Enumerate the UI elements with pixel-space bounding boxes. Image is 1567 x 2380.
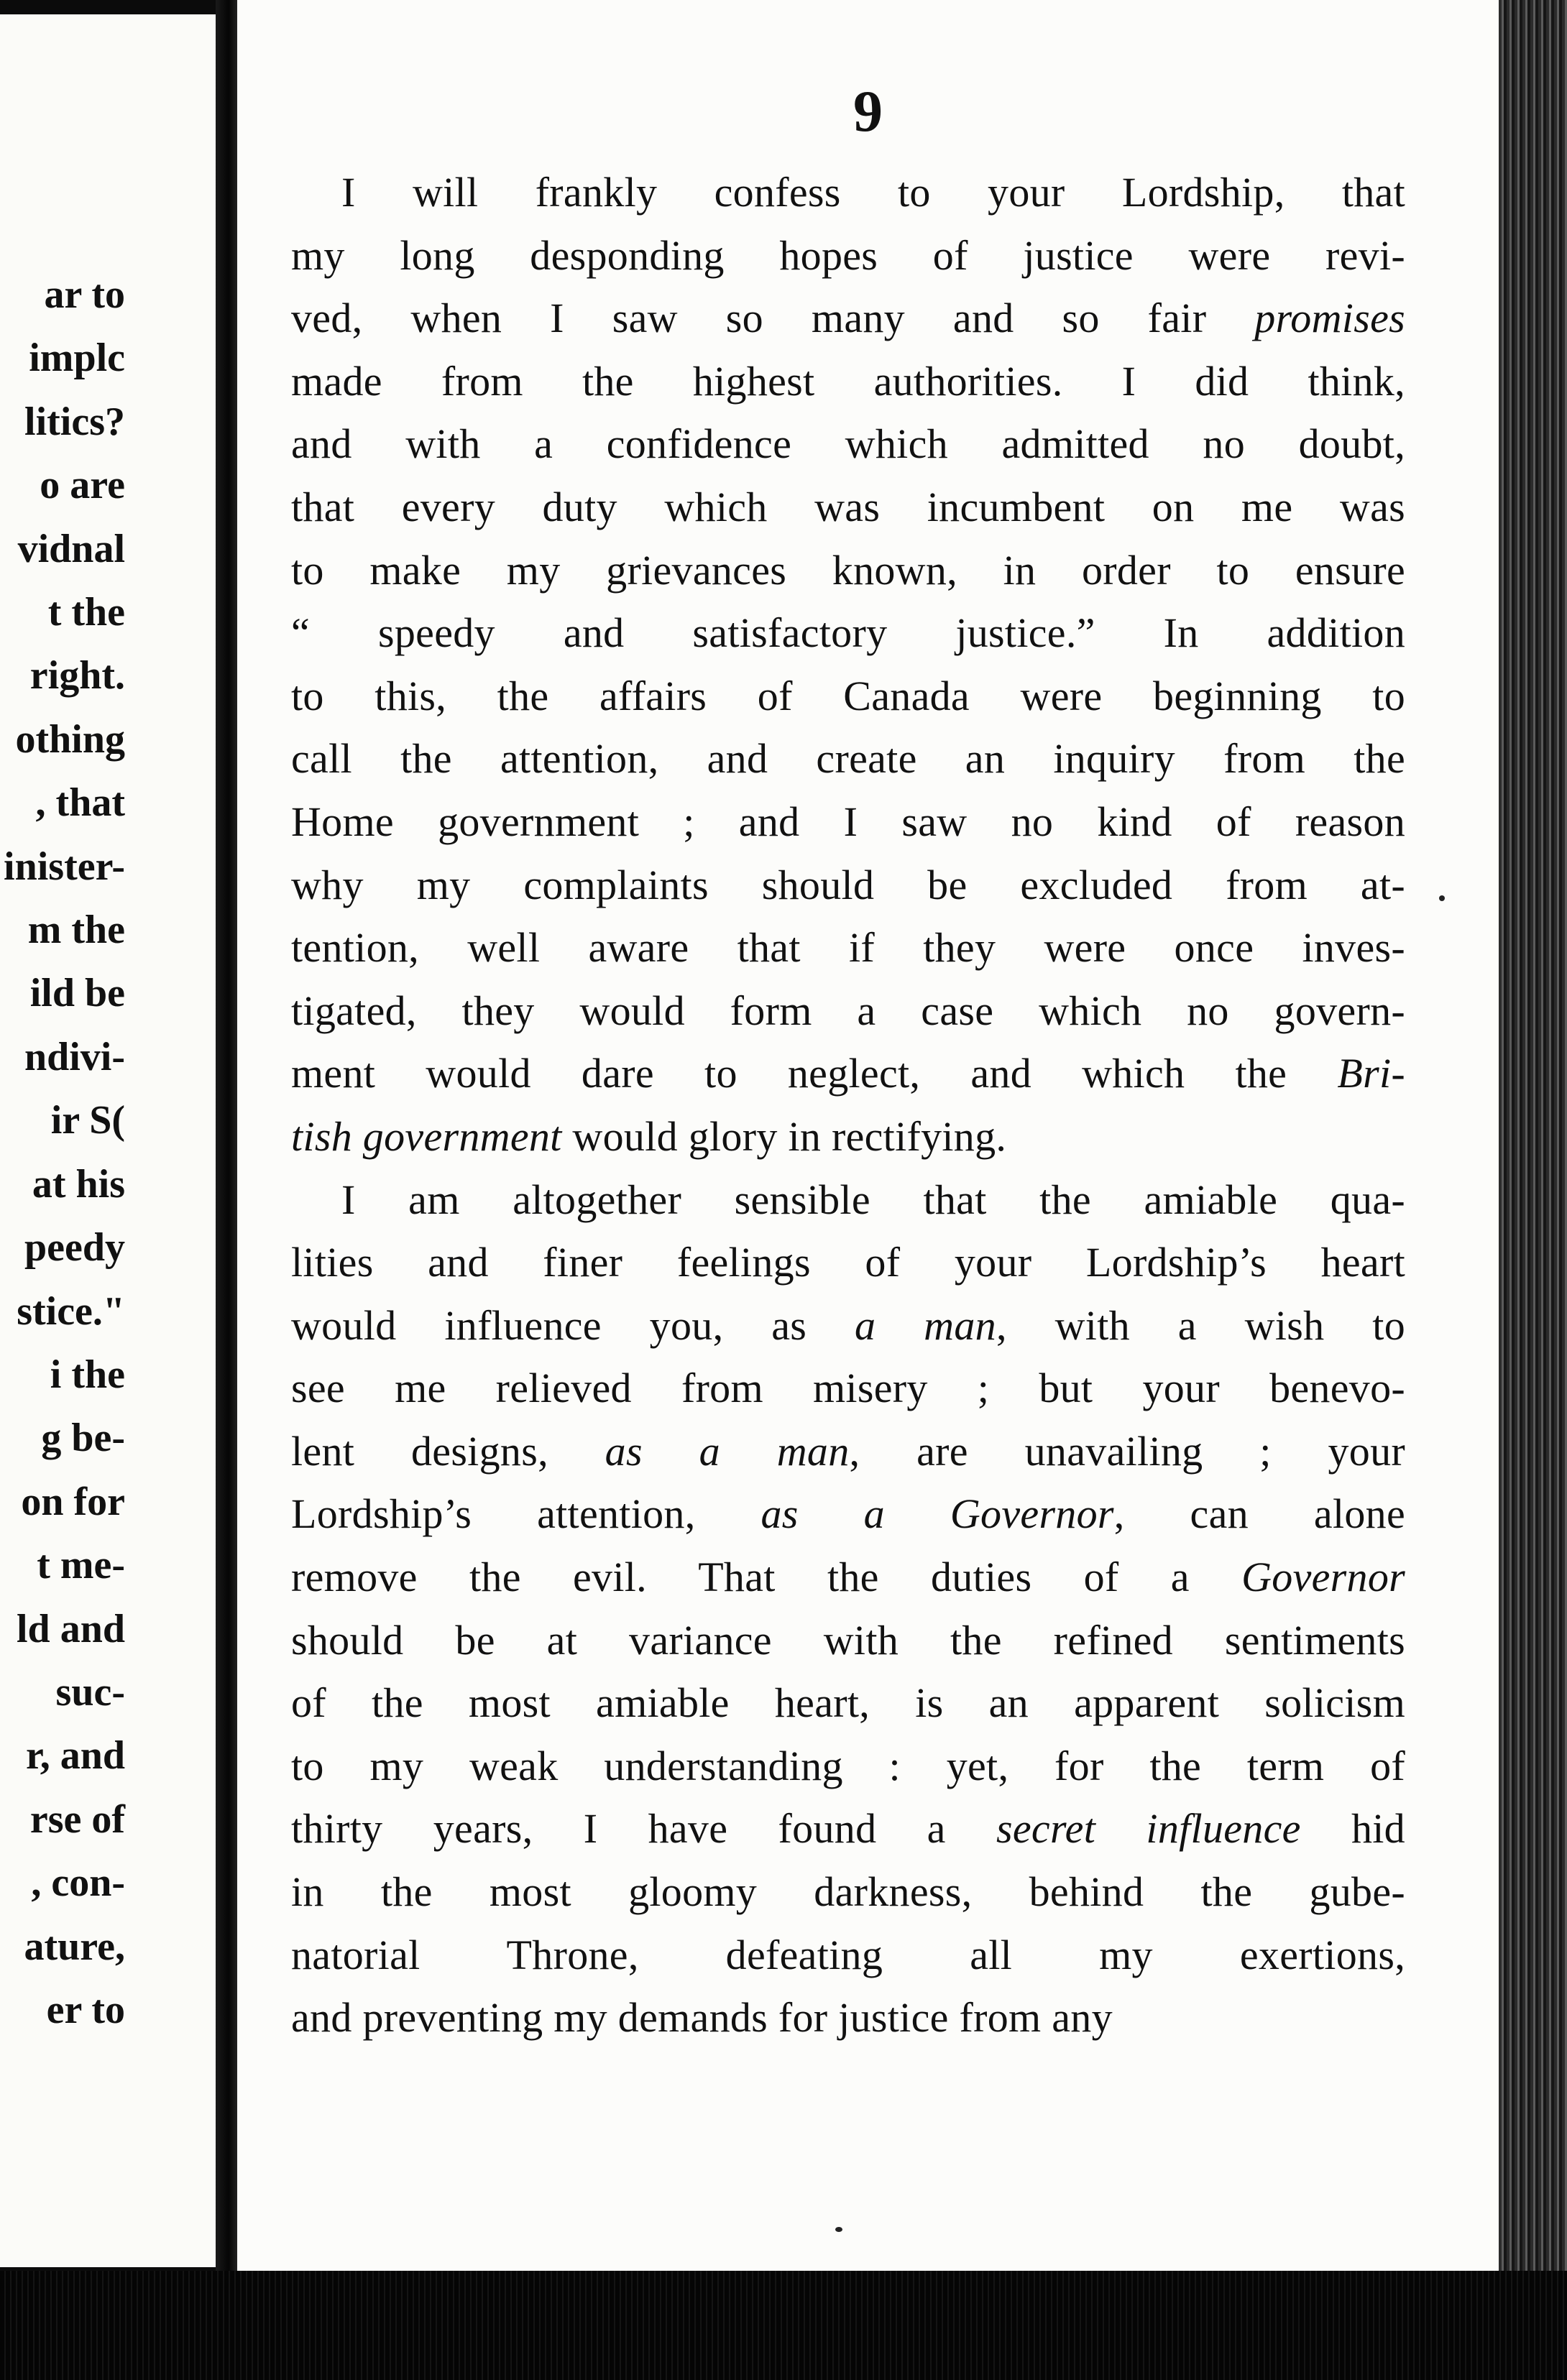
italic-run: secret influence: [996, 1805, 1301, 1853]
left-page-line: er to: [46, 1987, 125, 2032]
text-line: [291, 287, 1405, 350]
left-page-line: t me-: [37, 1543, 125, 1588]
left-page-line: stice.": [17, 1288, 125, 1334]
left-page-line: t the: [47, 590, 125, 635]
text-run: natorial Throne, defeating all my exertions,: [291, 1931, 1405, 1978]
text-run: to make my grievances known, in order to ensure: [291, 546, 1405, 594]
left-page-line: ature,: [24, 1924, 125, 1969]
text-line: [291, 350, 1405, 413]
text-line: [291, 1986, 1405, 2049]
left-page-line: i the: [50, 1352, 125, 1397]
text-line: [291, 412, 1405, 476]
text-run: , can alone: [1113, 1490, 1405, 1538]
left-page-line: ld and: [17, 1606, 125, 1651]
left-page-text: [4, 263, 125, 2042]
left-page-line: rse of: [29, 1796, 125, 1842]
text-run: “ speedy and satisfactory justice.” In addition: [291, 609, 1405, 657]
text-line: [291, 476, 1405, 539]
text-line: [291, 1357, 1405, 1420]
text-line: [291, 1042, 1405, 1105]
text-run: thirty years, I have found a: [291, 1805, 996, 1853]
page-number: 9: [853, 78, 883, 144]
text-run: would influence you, as: [291, 1301, 855, 1349]
ink-speck: [1439, 895, 1445, 901]
left-page-fragment: [0, 14, 219, 2267]
left-page-line: , that: [35, 780, 125, 826]
left-page-line: on for: [21, 1479, 125, 1524]
text-line: [291, 539, 1405, 602]
text-line: [291, 665, 1405, 728]
text-line: [291, 224, 1405, 287]
paragraph-2: [291, 1168, 1405, 2049]
text-line: [291, 1420, 1405, 1483]
text-line: [291, 1231, 1405, 1294]
text-line: [291, 916, 1405, 979]
left-page-line: ndivi-: [24, 1034, 125, 1079]
italic-run: Governor: [1241, 1554, 1405, 1601]
text-line: [291, 1168, 1405, 1232]
left-page-line: o are: [40, 463, 125, 508]
left-page-line: othing: [15, 716, 125, 762]
text-run: I will frankly confess to your Lordship, that: [341, 169, 1405, 216]
paragraph-1: [291, 161, 1405, 1168]
text-line: [291, 979, 1405, 1043]
left-page-line: g be-: [41, 1416, 125, 1461]
text-line: [291, 1924, 1405, 1987]
left-page-line: ar to: [44, 272, 125, 317]
text-line: [291, 1105, 1405, 1168]
text-run: to my weak understanding : yet, for the term of: [291, 1742, 1405, 1789]
text-run: my long desponding hopes of justice were revi-: [291, 231, 1405, 279]
italic-run: as a man: [605, 1427, 850, 1475]
text-run: in the most gloomy darkness, behind the gube-: [291, 1868, 1405, 1916]
left-page-line: peedy: [24, 1225, 125, 1270]
text-run: that every duty which was incumbent on me was: [291, 483, 1405, 530]
text-run: see me relieved from misery ; but your benevo-: [291, 1365, 1405, 1412]
left-page-line: at his: [32, 1161, 125, 1207]
text-run: should be at variance with the refined sentiments: [291, 1616, 1405, 1664]
text-run: made from the highest authorities. I did think,: [291, 357, 1405, 405]
text-run: ment would dare to neglect, and which the: [291, 1050, 1338, 1097]
text-run: lities and finer feelings of your Lordship’s heart: [291, 1239, 1405, 1286]
text-line: [291, 1609, 1405, 1672]
italic-run: a man: [855, 1301, 996, 1349]
text-run: hid: [1300, 1805, 1405, 1853]
left-page-line: vidnal: [17, 526, 125, 571]
book-gutter: [216, 0, 237, 2271]
text-line: [291, 854, 1405, 917]
scan-bottom-edge: [0, 2271, 1567, 2380]
left-page-line: r, and: [25, 1733, 125, 1779]
italic-run: tish government: [291, 1112, 562, 1160]
text-run: lent designs,: [291, 1427, 605, 1475]
italic-run: promises: [1254, 295, 1405, 342]
left-page-line: ir S(: [50, 1098, 125, 1143]
left-page-line: suc-: [55, 1669, 125, 1715]
text-run: Lordship’s attention,: [291, 1490, 761, 1538]
text-line: [291, 1294, 1405, 1357]
text-line: [291, 601, 1405, 665]
text-line: [291, 1735, 1405, 1798]
text-line: [291, 1671, 1405, 1735]
text-run: tigated, they would form a case which no govern-: [291, 987, 1405, 1034]
italic-run: Bri-: [1337, 1050, 1405, 1097]
page-edges: [1499, 0, 1567, 2271]
left-page-line: implc: [29, 336, 125, 381]
text-line: [291, 790, 1405, 854]
text-run: remove the evil. That the duties of a: [291, 1554, 1242, 1601]
text-run: to this, the affairs of Canada were beginning to: [291, 672, 1405, 719]
italic-run: as a Governor: [760, 1490, 1114, 1538]
left-page-line: ild be: [29, 971, 125, 1016]
text-run: would glory in rectifying.: [561, 1112, 1007, 1160]
text-run: of the most amiable heart, is an apparent solicism: [291, 1679, 1405, 1727]
ink-speck: [835, 2227, 842, 2232]
left-page-line: inister-: [4, 844, 125, 889]
left-page-line: right.: [29, 653, 125, 698]
text-line: [291, 1546, 1405, 1609]
left-page-line: litics?: [24, 399, 125, 444]
right-page: [237, 0, 1499, 2271]
text-run: , with a wish to: [996, 1301, 1406, 1349]
text-run: and with a confidence which admitted no doubt,: [291, 420, 1405, 468]
left-page-line: m the: [27, 908, 125, 953]
text-line: [291, 161, 1405, 224]
text-run: , are unavailing ; your: [849, 1427, 1405, 1475]
text-run: why my complaints should be excluded from at-: [291, 861, 1405, 908]
text-line: [291, 1797, 1405, 1860]
text-line: [291, 1860, 1405, 1924]
text-run: ved, when I saw so many and so fair: [291, 295, 1255, 342]
text-run: Home government ; and I saw no kind of reason: [291, 798, 1405, 845]
text-run: tention, well aware that if they were once inves-: [291, 924, 1405, 972]
text-run: I am altogether sensible that the amiable qua-: [341, 1176, 1405, 1223]
left-page-line: , con-: [31, 1860, 125, 1906]
text-run: call the attention, and create an inquiry from the: [291, 735, 1405, 783]
text-line: [291, 727, 1405, 790]
text-run: and preventing my demands for justice from any: [291, 1994, 1113, 2042]
text-line: [291, 1482, 1405, 1546]
body-text: [291, 161, 1405, 2049]
